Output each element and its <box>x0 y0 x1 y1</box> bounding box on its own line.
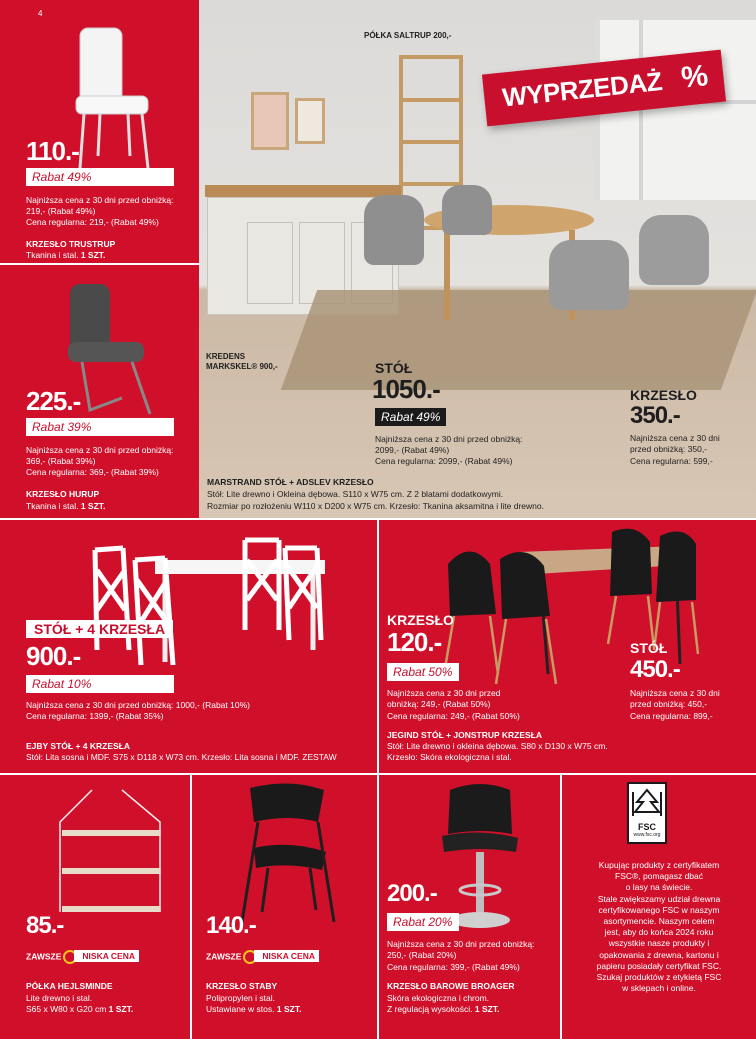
staby-price: 140.- <box>206 912 256 939</box>
broager-lowest: Najniższa cena z 30 dni przed obniżką: <box>387 939 535 949</box>
jegind-table-lowest: Najniższa cena z 30 dni <box>630 688 720 698</box>
staby-desc-1: Polipropylen i stal. <box>206 993 275 1003</box>
fsc-line: o lasy na świecie. <box>625 882 693 893</box>
sale-banner-text: WYPRZEDAŻ <box>500 66 664 113</box>
adslev-chair-regular: Cena regularna: 599,- <box>630 456 713 466</box>
niska-cena-label: NISKA CENA <box>74 950 139 962</box>
trustrup-qty: 1 SZT. <box>80 250 106 260</box>
hurup-desc <box>26 501 105 512</box>
staby-chair-image <box>232 782 342 932</box>
fsc-line: certyfikowanego FSC w naszym <box>598 904 720 915</box>
fsc-line: w sklepach i online. <box>622 983 696 994</box>
adslev-chair-lowest: Najniższa cena z 30 dni <box>630 433 720 443</box>
trustrup-lowest: Najniższa cena z 30 dni przed obniżką: <box>26 195 174 205</box>
fsc-tree-icon <box>629 786 665 818</box>
adslev-chair-lowest2: przed obniżką: 350,- <box>630 444 708 454</box>
zawsze-label: ZAWSZE <box>26 951 62 962</box>
hurup-price: 225.- <box>26 386 81 416</box>
ejby-regular: Cena regularna: 1399,- (Rabat 35%) <box>26 711 164 721</box>
ejby-set-image <box>85 530 355 670</box>
broager-qty: 1 SZT. <box>474 1004 500 1014</box>
jonstrup-chair-lowest2: obniżką: 249,- (Rabat 50%) <box>387 699 491 709</box>
page-number: 4 <box>38 9 43 18</box>
broager-height: Z regulacją wysokości. <box>387 1004 475 1014</box>
fsc-line: asortymencie. Naszym celem <box>603 916 715 927</box>
staby-name: KRZESŁO STABY <box>206 981 278 991</box>
jonstrup-chair-lowest: Najniższa cena z 30 dni przed <box>387 688 501 698</box>
staby-desc-2 <box>206 1004 301 1015</box>
broager-price: 200.- <box>387 880 437 907</box>
trustrup-lowest-val: 219,- (Rabat 49%) <box>26 206 96 216</box>
hejlsminde-desc-2 <box>26 1004 133 1015</box>
marstrand-table-lowest-val: 2099,- (Rabat 49%) <box>375 445 450 455</box>
jegind-set-desc-1: Stół: Lite drewno i okleina dębowa. S80 x D130 x W75 cm. <box>387 741 608 751</box>
hurup-lowest-val: 369,- (Rabat 39%) <box>26 456 96 466</box>
trustrup-desc <box>26 250 105 261</box>
staby-qty: 1 SZT. <box>276 1004 302 1014</box>
jonstrup-chair-regular: Cena regularna: 249,- (Rabat 50%) <box>387 711 520 721</box>
markskel-label-2: MARKSKEL® 900,- <box>206 362 278 371</box>
broager-desc-2 <box>387 1004 499 1015</box>
broager-regular: Cena regularna: 399,- (Rabat 49%) <box>387 962 520 972</box>
jonstrup-chair-price: 120.- <box>387 627 442 657</box>
divider <box>560 773 562 1039</box>
jonstrup-chair-rabat: Rabat 50% <box>387 663 459 681</box>
marstrand-table-label: STÓŁ <box>375 360 413 376</box>
divider <box>190 773 192 1039</box>
broager-rabat: Rabat 20% <box>387 913 459 931</box>
trustrup-price: 110.- <box>26 136 79 166</box>
ejby-name: EJBY STÓŁ + 4 KRZESŁA <box>26 741 130 751</box>
jegind-table-regular: Cena regularna: 899,- <box>630 711 713 721</box>
fsc-line: Stale zwiększamy udział drewna <box>597 893 721 904</box>
adslev-chair-price: 350.- <box>630 402 680 429</box>
broager-desc-1: Skóra ekologiczna i chrom. <box>387 993 490 1003</box>
niska-cena-label: NISKA CENA <box>254 950 319 962</box>
hejlsminde-shelf-image <box>52 782 172 922</box>
jegind-table-label: STÓŁ <box>630 640 668 656</box>
jegind-table-lowest2: przed obniżką: 450,- <box>630 699 708 709</box>
hurup-material: Tkanina i stal. <box>26 501 81 511</box>
hurup-qty: 1 SZT. <box>80 501 106 511</box>
markskel-label-1: KREDENS <box>206 352 246 361</box>
fsc-text <box>566 860 752 994</box>
marstrand-table-regular: Cena regularna: 2099,- (Rabat 49%) <box>375 456 513 466</box>
marstrand-set-desc-2: Rozmiar po rozłożeniu W110 x D200 x W75 cm. Krzesło: Tkanina aksamitna i lite drewno. <box>207 501 544 511</box>
trustrup-regular: Cena regularna: 219,- (Rabat 49%) <box>26 217 159 227</box>
jegind-table-price: 450.- <box>630 656 680 683</box>
fsc-line: papieru posiadały certyfikat FSC. <box>596 960 722 971</box>
jonstrup-chair-label: KRZESŁO <box>387 612 454 628</box>
hejlsminde-price: 85.- <box>26 912 64 939</box>
marstrand-table-lowest: Najniższa cena z 30 dni przed obniżką: <box>375 434 523 444</box>
zawsze-label: ZAWSZE <box>206 951 242 962</box>
jegind-set-name: JEGIND STÓŁ + JONSTRUP KRZESŁA <box>387 730 542 740</box>
ejby-badge: STÓŁ + 4 KRZESŁA <box>26 620 173 638</box>
trustrup-chair-image <box>70 26 160 171</box>
fsc-line: Kupując produkty z certyfikatem <box>598 860 720 870</box>
staby-zawsze <box>206 950 319 964</box>
hurup-name: KRZESŁO HURUP <box>26 489 100 499</box>
marstrand-table-price: 1050.- <box>372 374 440 404</box>
sale-banner-percent: % <box>679 59 710 95</box>
broager-lowest-val: 250,- (Rabat 20%) <box>387 950 457 960</box>
ejby-price: 900.- <box>26 641 81 671</box>
saltrup-label: PÓŁKA SALTRUP 200,- <box>364 31 452 40</box>
hurup-regular: Cena regularna: 369,- (Rabat 39%) <box>26 467 159 477</box>
hejlsminde-zawsze <box>26 950 139 964</box>
hejlsminde-desc-1: Lite drewno i stal. <box>26 993 93 1003</box>
hejlsminde-size: S65 x W80 x G20 cm <box>26 1004 109 1014</box>
fsc-logo-sub: www.fsc.org <box>633 832 661 838</box>
broager-name: KRZESŁO BAROWE BROAGER <box>387 981 515 991</box>
fsc-logo-text: FSC <box>638 822 656 832</box>
fsc-line: opakowania z drewna, kartonu i <box>599 949 719 960</box>
marstrand-set-name: MARSTRAND STÓŁ + ADSLEV KRZESŁO <box>207 477 374 487</box>
divider <box>0 263 199 265</box>
adslev-chair-label: KRZESŁO <box>630 387 697 403</box>
fsc-line: wszystkie nasze produkty i <box>608 938 710 949</box>
marstrand-table-rabat: Rabat 49% <box>375 408 446 426</box>
fsc-line: FSC®, pomagasz dbać <box>615 871 703 882</box>
staby-stack: Ustawiane w stos. <box>206 1004 277 1014</box>
jegind-set-desc-2: Krzesło: Skóra ekologiczna i stal. <box>387 752 512 762</box>
marstrand-set-desc-1: Stół: Lite drewno i Okleina dębowa. S110 x W75 cm. Z 2 blatami dodatkowymi. <box>207 489 504 499</box>
trustrup-name: KRZESŁO TRUSTRUP <box>26 239 116 249</box>
fsc-line: jest, aby do końca 2024 roku <box>604 927 714 938</box>
hejlsminde-name: PÓŁKA HEJLSMINDE <box>26 981 113 991</box>
ejby-rabat: Rabat 10% <box>26 675 174 693</box>
ejby-lowest: Najniższa cena z 30 dni przed obniżką: 1000,- (Rabat 10%) <box>26 700 250 710</box>
trustrup-material: Tkanina i stal. <box>26 250 81 260</box>
trustrup-rabat: Rabat 49% <box>26 168 174 186</box>
hurup-rabat: Rabat 39% <box>26 418 174 436</box>
divider <box>377 518 379 773</box>
divider <box>377 773 379 1039</box>
hurup-lowest: Najniższa cena z 30 dni przed obniżką: <box>26 445 174 455</box>
hejlsminde-qty: 1 SZT. <box>108 1004 134 1014</box>
fsc-line: Szukaj produktów z etykietą FSC <box>596 972 722 983</box>
ejby-desc: Stół: Lita sosna i MDF. S75 x D118 x W73 cm. Krzesło: Lita sosna i MDF. ZESTAW <box>26 752 337 762</box>
fsc-logo <box>627 782 667 844</box>
